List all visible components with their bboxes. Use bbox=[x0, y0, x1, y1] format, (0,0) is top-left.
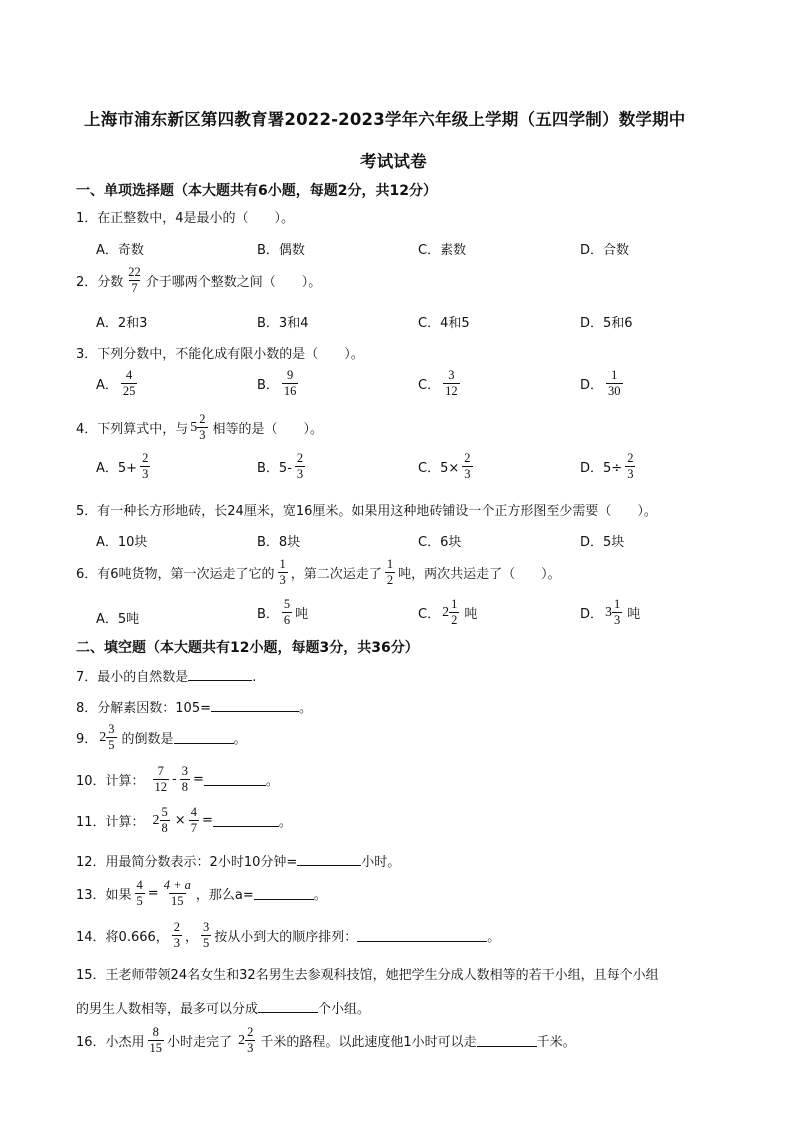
question-4: 4．下列算式中，与 5 $\frac{2}{3}$ 相等的是（ ）。 bbox=[76, 412, 324, 443]
section-heading-choice: 一、单项选择题（本大题共有6小题，每题2分，共12分） bbox=[76, 183, 437, 199]
q3-option-d: D． $\frac{1}{30}$ bbox=[580, 368, 621, 399]
fraction: $\frac{4 + a}{15}$ bbox=[163, 878, 191, 909]
q3-option-b: B． $\frac{9}{16}$ bbox=[257, 368, 297, 399]
answer-blank[interactable] bbox=[258, 1000, 318, 1013]
q4-option-c: C．5× $\frac{2}{3}$ bbox=[418, 451, 471, 482]
fraction: $\frac{4}{5}$ bbox=[136, 878, 143, 909]
question-8: 8．分解素因数：105= 。 bbox=[76, 701, 312, 716]
mixed-number: 5 $\frac{2}{3}$ bbox=[190, 412, 206, 443]
question-10: 10．计算： $\frac{7}{12}$ - $\frac{3}{8}$ = 。 bbox=[76, 764, 279, 795]
fraction: $\frac{3}{5}$ bbox=[108, 722, 115, 753]
fraction: $\frac{1}{3}$ bbox=[614, 597, 621, 628]
page-subtitle: 考试试卷 bbox=[360, 152, 427, 171]
q2-option-d: D．5和6 bbox=[580, 316, 633, 331]
question-6: 6．有6吨货物，第一次运走了它的 $\frac{1}{3}$ ，第二次运走了 $\frac{1}{2}$ 吨，两次共运走了（ ）。 bbox=[76, 557, 561, 588]
fraction: $\frac{9}{16}$ bbox=[283, 368, 297, 399]
section-heading-fill: 二、填空题（本大题共有12小题，每题3分，共36分） bbox=[76, 640, 419, 656]
fraction: $\frac{3}{5}$ bbox=[203, 920, 210, 951]
question-9: 9． 2 $\frac{3}{5}$ 的倒数是 。 bbox=[76, 722, 247, 753]
fraction: $\frac{1}{30}$ bbox=[608, 368, 621, 399]
q5-option-d: D．5块 bbox=[580, 535, 625, 550]
q6-option-d: D． 3 $\frac{1}{3}$ 吨 bbox=[580, 597, 641, 628]
q1-option-b: B．偶数 bbox=[257, 243, 305, 258]
mixed-number: 2 $\frac{3}{5}$ bbox=[99, 722, 115, 753]
q1-option-d: D．合数 bbox=[580, 243, 630, 258]
q3-option-a: A． $\frac{4}{25}$ bbox=[96, 368, 136, 399]
q5-option-a: A．10块 bbox=[96, 535, 148, 550]
answer-blank[interactable] bbox=[211, 699, 299, 712]
mixed-number: 2 $\frac{1}{2}$ bbox=[442, 597, 458, 628]
q4-option-a: A．5+ $\frac{2}{3}$ bbox=[96, 451, 149, 482]
fraction: $\frac{2}{3}$ bbox=[173, 920, 181, 951]
q1-option-c: C．素数 bbox=[418, 243, 467, 258]
q4-option-b: B．5- $\frac{2}{3}$ bbox=[257, 451, 304, 482]
q2-option-a: A．2和3 bbox=[96, 316, 148, 331]
fraction: $\frac{8}{15}$ bbox=[149, 1025, 163, 1056]
fraction: $\frac{5}{8}$ bbox=[161, 805, 168, 836]
question-3: 3．下列分数中，不能化成有限小数的是（ ）。 bbox=[76, 347, 364, 362]
fraction: $\frac{2}{3}$ bbox=[247, 1025, 254, 1056]
q6-option-b: B． $\frac{5}{6}$ 吨 bbox=[257, 597, 309, 628]
mixed-number: 3 $\frac{1}{3}$ bbox=[605, 597, 621, 628]
fraction: $\frac{3}{12}$ bbox=[445, 368, 458, 399]
fraction: $\frac{2}{3}$ bbox=[627, 451, 634, 482]
answer-blank[interactable] bbox=[174, 731, 234, 744]
answer-blank[interactable] bbox=[213, 814, 279, 827]
fraction: $\frac{2}{3}$ bbox=[142, 451, 149, 482]
fraction: $\frac{2}{3}$ bbox=[199, 412, 206, 443]
q6-option-a: A．5吨 bbox=[96, 612, 140, 627]
q1-option-a: A．奇数 bbox=[96, 243, 144, 258]
fraction: $\frac{4}{25}$ bbox=[122, 368, 136, 399]
fraction: $\frac{1}{2}$ bbox=[386, 557, 394, 588]
question-7: 7．最小的自然数是 . bbox=[76, 670, 257, 685]
q4-option-d: D．5÷ $\frac{2}{3}$ bbox=[580, 451, 634, 482]
fraction: $\frac{3}{8}$ bbox=[181, 764, 188, 795]
answer-blank[interactable] bbox=[477, 1034, 537, 1047]
answer-blank[interactable] bbox=[254, 887, 314, 900]
question-15-line1: 15．王老师带领24名女生和32名男生去参观科技馆，她把学生分成人数相等的若干小组，且每个小组 bbox=[76, 968, 659, 983]
answer-blank[interactable] bbox=[188, 668, 252, 681]
fraction: $\frac{1}{2}$ bbox=[451, 597, 458, 628]
q2-option-b: B．3和4 bbox=[257, 316, 309, 331]
question-16: 16．小杰用 $\frac{8}{15}$ 小时走完了 2 $\frac{2}{3}$ 千米的路程。以此速度他1小时可以走 千米。 bbox=[76, 1025, 576, 1056]
fraction: $\frac{1}{3}$ bbox=[279, 557, 286, 588]
fraction: $\frac{7}{12}$ bbox=[154, 764, 168, 795]
answer-blank[interactable] bbox=[357, 929, 487, 942]
mixed-number: 2 $\frac{5}{8}$ bbox=[152, 805, 168, 836]
question-5: 5．有一种长方形地砖，长24厘米，宽16厘米。如果用这种地砖铺设一个正方形图至少需要（ ）。 bbox=[76, 504, 657, 519]
question-11: 11．计算： 2 $\frac{5}{8}$ × $\frac{4}{7}$ = 。 bbox=[76, 805, 292, 836]
question-15-line2: 的男生人数相等，最多可以分成 个小组。 bbox=[76, 1002, 371, 1017]
answer-blank[interactable] bbox=[204, 773, 266, 786]
q6-option-c: C． 2 $\frac{1}{2}$ 吨 bbox=[418, 597, 478, 628]
mixed-number: 2 $\frac{2}{3}$ bbox=[238, 1025, 254, 1056]
q5-option-b: B．8块 bbox=[257, 535, 301, 550]
q5-option-c: C．6块 bbox=[418, 535, 462, 550]
question-14: 14．将0.666， $\frac{2}{3}$ ， $\frac{3}{5}$ 按从小到大的顺序排列： 。 bbox=[76, 920, 501, 951]
answer-blank[interactable] bbox=[297, 853, 361, 866]
q2-option-c: C．4和5 bbox=[418, 316, 470, 331]
fraction: $\frac{5}{6}$ bbox=[283, 597, 291, 628]
question-13: 13．如果 $\frac{4}{5}$ = $\frac{4 + a}{15}$ ，那么a= 。 bbox=[76, 878, 327, 909]
fraction: $\frac{2}{3}$ bbox=[296, 451, 304, 482]
question-1: 1．在正整数中，4是最小的（ ）。 bbox=[76, 211, 295, 226]
question-2: 2．分数 $\frac{22}{7}$ 介于哪两个整数之间（ ）。 bbox=[76, 265, 322, 296]
fraction: $\frac{2}{3}$ bbox=[464, 451, 471, 482]
fraction: $\frac{4}{7}$ bbox=[190, 805, 197, 836]
question-12: 12．用最简分数表示：2小时10分钟= 小时。 bbox=[76, 855, 401, 870]
page-title: 上海市浦东新区第四教育署2022-2023学年六年级上学期（五四学制）数学期中 bbox=[84, 110, 686, 129]
q3-option-c: C． $\frac{3}{12}$ bbox=[418, 368, 458, 399]
fraction: $\frac{22}{7}$ bbox=[128, 265, 141, 296]
